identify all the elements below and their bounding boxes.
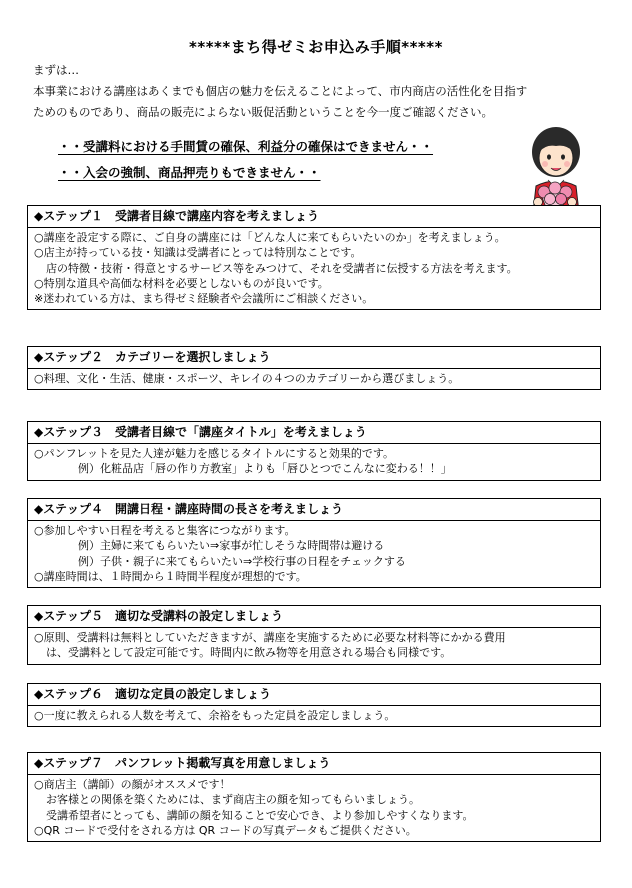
step-line: ○QR コードで受付をされる方は QR コードの写真データもご提供ください。: [34, 823, 417, 837]
step-6-body: [28, 706, 600, 726]
step-5-box: [27, 605, 601, 665]
step-line: ○参加しやすい日程を考えると集客につながります。: [34, 524, 296, 537]
step-6-heading: ◆ステップ６ 適切な定員の設定しましょう: [28, 684, 600, 706]
intro-line: ためのものであり、商品の販売によらない販促活動ということを今一度ご確認ください。: [33, 105, 493, 119]
step-3-body: [28, 444, 600, 480]
step-6-box: [27, 683, 601, 727]
step-3-box: [27, 421, 601, 481]
step-5-body: [28, 628, 600, 664]
intro-text: [33, 60, 603, 123]
page-title: *****まち得ゼミお申込み手順*****: [189, 38, 443, 56]
step-2-body: [28, 369, 600, 389]
step-2-heading: ◆ステップ２ カテゴリーを選択しましょう: [28, 347, 600, 369]
step-4-box: [27, 498, 601, 588]
step-line: ○講座を設定する際に、ご自身の講座には「どんな人に来てもらいたいのか」を考えましょう。: [34, 231, 506, 244]
step-line: 例）子供・親子に来てもらいたい⇒学校行事の日程をチェックする: [78, 554, 406, 568]
step-4-body: [28, 521, 600, 587]
step-line: ○パンフレットを見た人達が魅力を感じるタイトルにすると効果的です。: [34, 447, 394, 460]
step-line: ○特別な道具や高価な材料を必要としないものが良いです。: [34, 276, 329, 290]
step-7-heading: ◆ステップ７ パンフレット掲載写真を用意しましょう: [28, 753, 600, 775]
step-line: お客様との関係を築くためには、まず商店主の顔を知ってもらいましょう。: [46, 793, 420, 807]
warning-fee: ・・受講料における手間賃の確保、利益分の確保はできません・・: [58, 139, 434, 154]
step-1-heading: ◆ステップ１ 受講者目線で講座内容を考えましょう: [28, 206, 600, 228]
step-line: ○料理、文化・生活、健康・スポーツ、キレイの４つのカテゴリーから選びましょう。: [34, 372, 460, 385]
step-7-body: [28, 775, 600, 841]
step-1-box: [27, 205, 601, 310]
intro-line: 本事業における講座はあくまでも個店の魅力を伝えることによって、市内商店の活性化を目指す: [33, 84, 528, 98]
step-line: ※迷われている方は、まち得ゼミ経験者や会議所にご相談ください。: [34, 292, 374, 306]
step-3-heading: ◆ステップ３ 受講者目線で「講座タイトル」を考えましょう: [28, 422, 600, 444]
step-2-box: [27, 346, 601, 390]
step-line: 店の特徴・技術・得意とするサービス等をみつけて、それを受講者に伝授する方法を考えます。: [46, 261, 518, 275]
step-line: ○一度に教えられる人数を考えて、余裕をもった定員を設定しましょう。: [34, 709, 396, 722]
intro-line: まずは…: [33, 63, 79, 77]
step-4-heading: ◆ステップ４ 開講日程・講座時間の長さを考えましょう: [28, 499, 600, 521]
step-5-heading: ◆ステップ５ 適切な受講料の設定しましょう: [28, 606, 600, 628]
step-line: ○原則、受講料は無料としていただきますが、講座を実施するために必要な材料等にかかる費用: [34, 631, 506, 644]
step-line: 受講希望者にとっても、講師の顔を知ることで安心でき、より参加しやすくなります。: [46, 808, 474, 822]
step-line: ○店主が持っている技・知識は受講者にとっては特別なことです。: [34, 246, 362, 260]
step-line: 例）主婦に来てもらいたい⇒家事が忙しそうな時間帯は避ける: [78, 539, 385, 553]
step-line: ○商店主（講師）の顔がオススメです！: [34, 778, 231, 791]
warning-no-forced-sales: ・・入会の強制、商品押売りもできません・・: [58, 165, 321, 180]
step-line: ○講座時間は、１時間から１時間半程度が理想的です。: [34, 569, 307, 583]
step-1-body: [28, 228, 600, 309]
step-line: 例）化粧品店「唇の作り方教室」よりも「唇ひとつでこんなに変わる！！」: [78, 462, 452, 476]
step-line: は、受講料として設定可能です。時間内に飲み物等を用意される場合も同様です。: [46, 646, 452, 660]
step-7-box: [27, 752, 601, 842]
